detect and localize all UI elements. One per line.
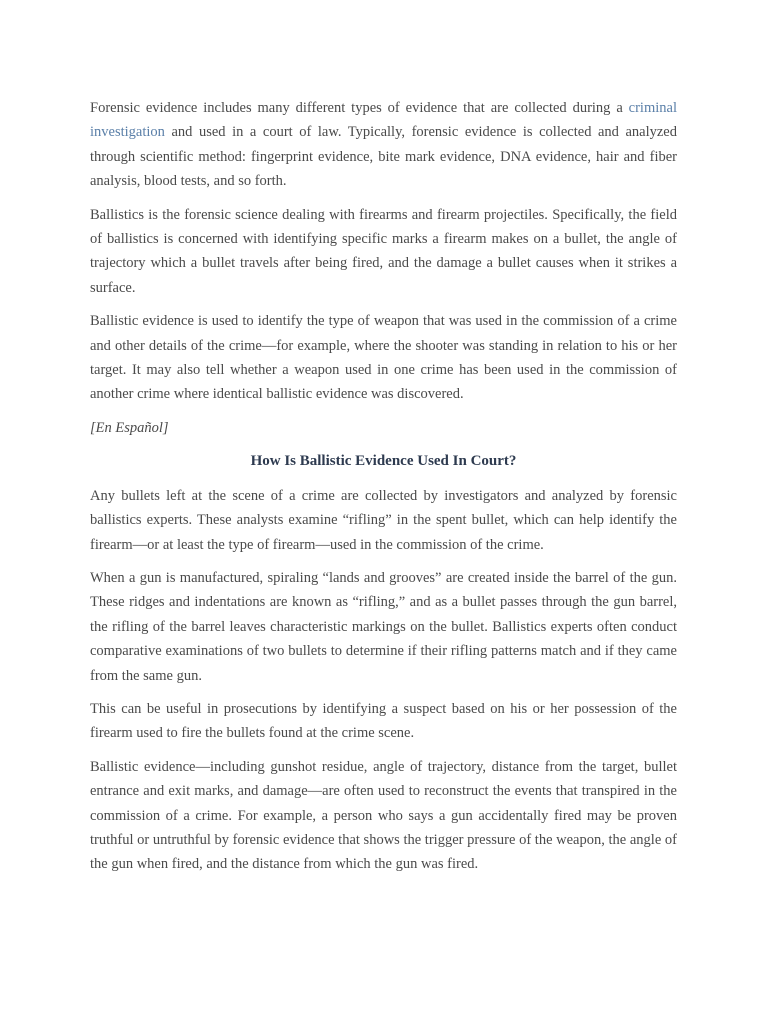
ballistic-evidence-paragraph: Ballistic evidence is used to identify the type of weapon that was used in the commission of a crime and other details of the crime—for example, where the shooter was standing in relation to his or her target. It may also tell whether a weapon used in one crime has been used in the commission of another crime where identical ballistic evidence was discovered. bbox=[90, 313, 677, 403]
section-heading: How Is Ballistic Evidence Used In Court? bbox=[250, 453, 517, 470]
prosecutions-paragraph: This can be useful in prosecutions by identifying a suspect based on his or her possession of the firearm used to fire the bullets found at the crime scene. bbox=[90, 700, 677, 742]
intro-paragraph bbox=[90, 96, 677, 194]
criminal-investigation-link[interactable]: criminal investigation bbox=[90, 100, 677, 141]
gunshot-residue-paragraph: Ballistic evidence—including gunshot residue, angle of trajectory, distance from the target, bullet entrance and exit marks, and damage—are often used to reconstruct the events that transpired in the commission of a crime. For example, a person who says a gun accidentally fired may be proven truthful or untruthful by forensic evidence that shows the trigger pressure of the weapon, the angle of the gun when fired, and the distance from which the gun was fired. bbox=[90, 758, 677, 873]
en-espanol-link[interactable]: [En Español] bbox=[90, 419, 169, 436]
intro-text-end: and used in a court of law. Typically, forensic evidence is collected and analyzed through scientific method: fingerprint evidence, bite mark evidence, DNA evidence, hair and fiber analysis, blood tests, and so forth. bbox=[90, 124, 677, 190]
gun-manufacture-paragraph: When a gun is manufactured, spiraling “lands and grooves” are created inside the barrel of the gun. These ridges and indentations are known as “rifling,” and as a bullet passes through the gun barrel, the rifling of the barrel leaves characteristic markings on the bullet. Ballistics experts often conduct comparative examinations of two bullets to determine if their rifling patterns match and if they came from the same gun. bbox=[90, 569, 677, 684]
ballistics-paragraph: Ballistics is the forensic science dealing with firearms and firearm projectiles. Specifically, the field of ballistics is concerned with identifying specific marks a firearm makes on a bullet, the angle of trajectory which a bullet travels after being fired, and the damage a bullet causes when it strikes a surface. bbox=[90, 206, 677, 296]
bullets-paragraph: Any bullets left at the scene of a crime are collected by investigators and analyzed by forensic ballistics experts. These analysts examine “rifling” in the spent bullet, which can help identify the firearm—or at least the type of firearm—used in the commission of the crime. bbox=[90, 487, 677, 553]
intro-text-start: Forensic evidence includes many different types of evidence that are collected during a bbox=[90, 100, 629, 116]
document-page bbox=[90, 96, 677, 886]
